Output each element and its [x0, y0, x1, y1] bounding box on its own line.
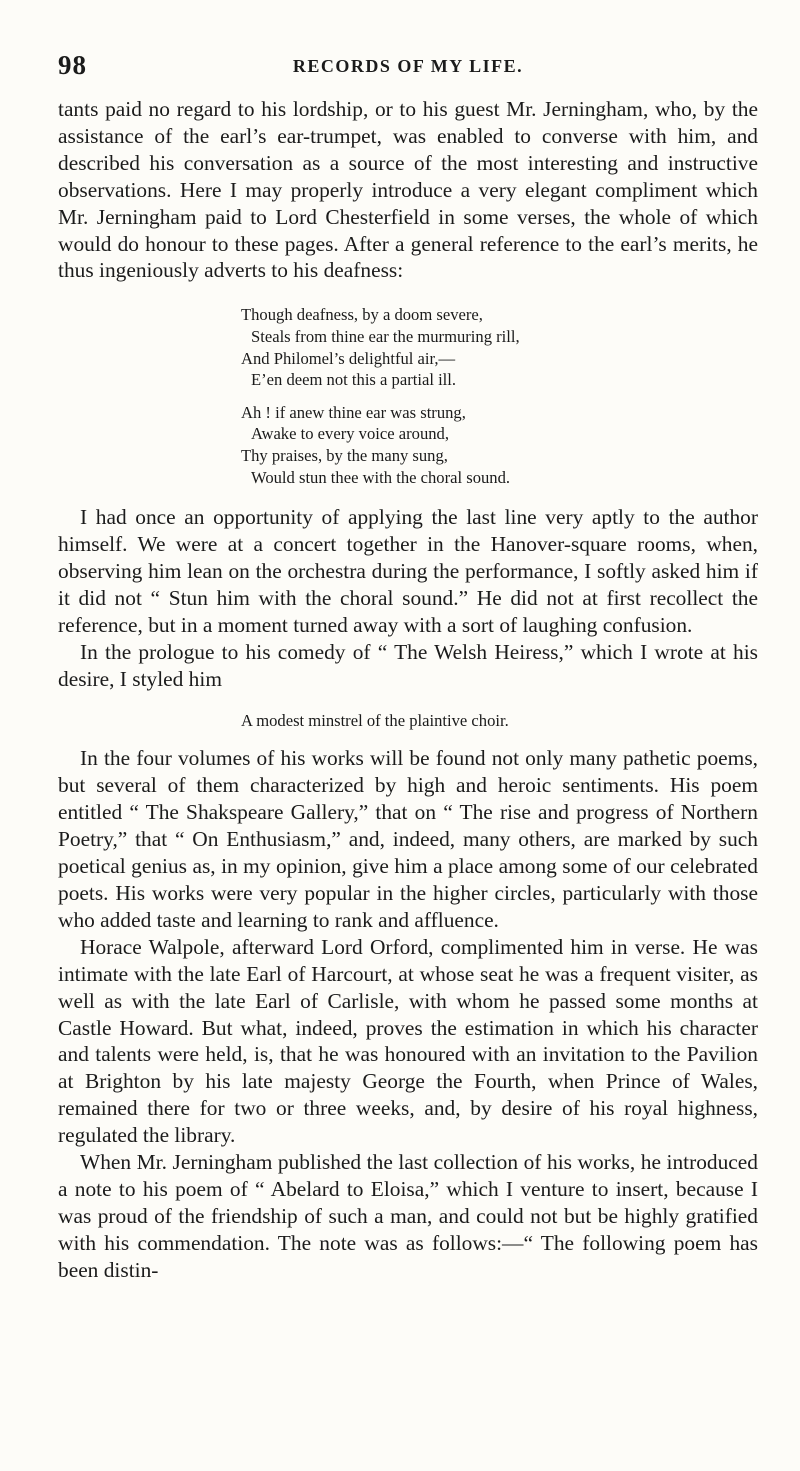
running-title: RECORDS OF MY LIFE.: [292, 56, 524, 76]
verse-line: Awake to every voice around,: [251, 424, 449, 444]
paragraph: In the prologue to his comedy of “ The Welsh Heiress,” which I wrote at his desire, I styled him: [58, 639, 758, 691]
verse-line: And Philomel’s delightful air,—: [241, 348, 456, 368]
page-header: [58, 50, 758, 90]
verse-stanza-2: [241, 402, 758, 488]
verse-line: Though deafness, by a doom severe,: [241, 305, 483, 325]
verse-stanza-1: [241, 304, 758, 390]
paragraph: I had once an opportunity of applying the last line very aptly to the author himself. We were at a concert together in the Hanover-square rooms, when, observing him lean on the orchestra during the performance, I softly asked him if it did not “ Stun him with the choral sound.” He did not at first recollect the reference, but in a moment turned away with a sort of laughing confusion.: [58, 505, 758, 637]
quoted-line: A modest minstrel of the plaintive choir.: [241, 711, 509, 731]
verse-line: E’en deem not this a partial ill.: [251, 370, 457, 390]
verse-line: Ah ! if anew thine ear was strung,: [241, 402, 466, 422]
paragraph: In the four volumes of his works will be found not only many pathetic poems, but several of them characterized by high and heroic sentiments. His poem entitled “ The Shakspeare Gallery,” that on “ The rise and progress of Northern Poetry,” that “ On Enthusiasm,” and, indeed, many others, are marked by such poetical genius as, in my opinion, give him a place among some of our celebrated poets. His works were very popular in the higher circles, particularly with those who added taste and learning to rank and affluence.: [58, 746, 758, 932]
verse-line: Would stun thee with the choral sound.: [251, 467, 511, 487]
verse-block: [58, 304, 758, 488]
page-body: [58, 96, 758, 1284]
verse-line: Steals from thine ear the murmuring rill,: [251, 326, 520, 346]
paragraph-continued: tants paid no regard to his lordship, or to his guest Mr. Jerningham, who, by the assistance of the earl’s ear-trumpet, was enabled to converse with him, and described his conversation as a source of the most interesting and instructive observations. Here I may properly introduce a very elegant compliment which Mr. Jerningham paid to Lord Chesterfield in some verses, the whole of which would do honour to these pages. After a general reference to the earl’s merits, he thus ingeniously adverts to his deafness:: [58, 97, 758, 283]
verse-line: Thy praises, by the many sung,: [241, 445, 448, 465]
paragraph: Horace Walpole, afterward Lord Orford, complimented him in verse. He was intimate with the late Earl of Harcourt, at whose seat he was a frequent visiter, as well as with the late Earl of Carlisle, with whom he passed some months at Castle Howard. But what, indeed, proves the estimation in which his character and talents were held, is, that he was honoured with an invitation to the Pavilion at Brighton by his late majesty George the Fourth, when Prince of Wales, remained there for two or three weeks, and, by desire of his royal highness, regulated the library.: [58, 934, 758, 1148]
page-number: 98: [58, 50, 87, 80]
paragraph: When Mr. Jerningham published the last collection of his works, he introduced a note to his poem of “ Abelard to Eloisa,” which I venture to insert, because I was proud of the friendship of such a man, and could not but be highly gratified with his commendation. The note was as follows:—“ The following poem has been distin-: [58, 1150, 758, 1282]
